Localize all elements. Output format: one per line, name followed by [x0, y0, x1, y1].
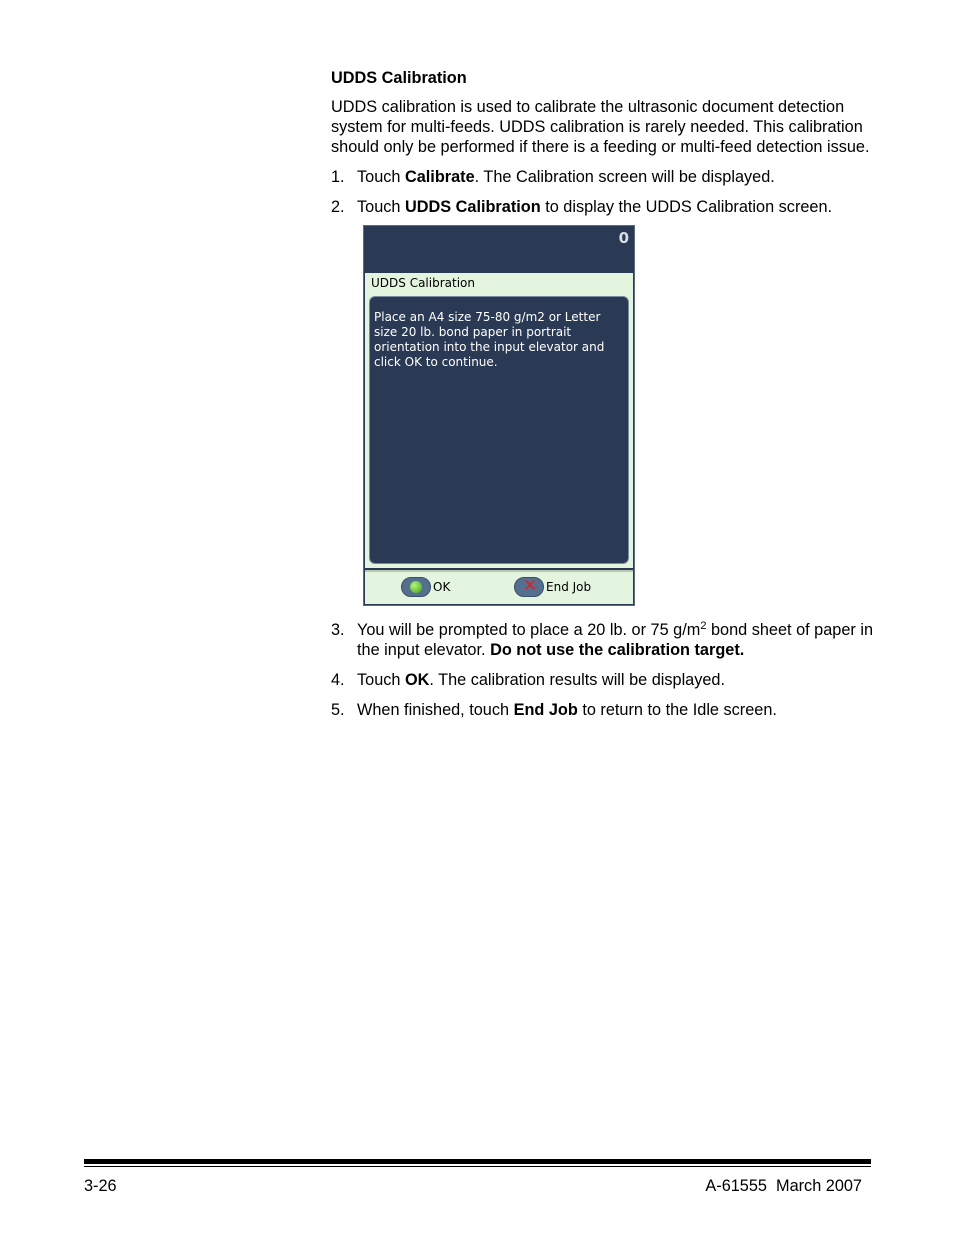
step-1: 1. Touch Calibrate. The Calibration screen will be displayed.: [331, 168, 775, 186]
close-x-icon: ✕: [514, 577, 544, 597]
step-number: 5.: [331, 701, 345, 719]
step-keyword: Do not use the calibration target.: [490, 641, 745, 659]
ok-icon: [401, 577, 431, 597]
end-job-label: End Job: [546, 580, 592, 594]
step-5: 5. When finished, touch End Job to return to the Idle screen.: [331, 701, 777, 719]
step-number: 3.: [331, 621, 345, 639]
footer-rule-thin: [84, 1166, 871, 1167]
dialog-frame: [365, 296, 633, 568]
step-keyword: Calibrate: [404, 168, 475, 186]
ok-label: OK: [433, 580, 451, 594]
step-number: 4.: [331, 671, 345, 689]
ok-button[interactable]: [401, 577, 450, 597]
section-heading: UDDS Calibration: [331, 69, 467, 87]
step-keyword: End Job: [513, 701, 578, 719]
page-counter: 0: [618, 229, 629, 247]
document-id: A-61555 March 2007: [705, 1177, 862, 1195]
step-3: 3. You will be prompted to place a 20 lb. or 75 $g/m^2$ bond sheet of paper in the input elevator. Do not use the calibration target.: [331, 620, 874, 659]
button-bar: [365, 570, 633, 604]
intro-paragraph: UDDS calibration is used to calibrate the ultrasonic document detection system for multi-feeds. UDDS calibration is rarely needed. This calibration should only be performed if there is a feeding or multi-feed detection issue.: [331, 98, 870, 156]
footer-rule: [84, 1159, 871, 1164]
dialog-title: UDDS Calibration: [365, 273, 633, 296]
step-number: 1.: [331, 168, 345, 186]
step-2: 2. Touch UDDS Calibration to display the UDDS Calibration screen.: [331, 198, 833, 216]
dialog-message: Place an A4 size 75-80 g/m2 or Letter size 20 lb. bond paper in portrait orientation into the input elevator and click OK to continue.: [369, 296, 629, 564]
step-number: 2.: [331, 198, 345, 216]
step-4: 4. Touch OK. The calibration results will be displayed.: [331, 671, 726, 689]
udds-calibration-screen: [363, 225, 635, 606]
step-keyword: UDDS Calibration: [404, 198, 541, 216]
page-content: [331, 68, 876, 730]
end-job-button[interactable]: [514, 577, 591, 597]
step-keyword: OK: [404, 671, 430, 689]
page-number: 3-26: [84, 1177, 117, 1195]
